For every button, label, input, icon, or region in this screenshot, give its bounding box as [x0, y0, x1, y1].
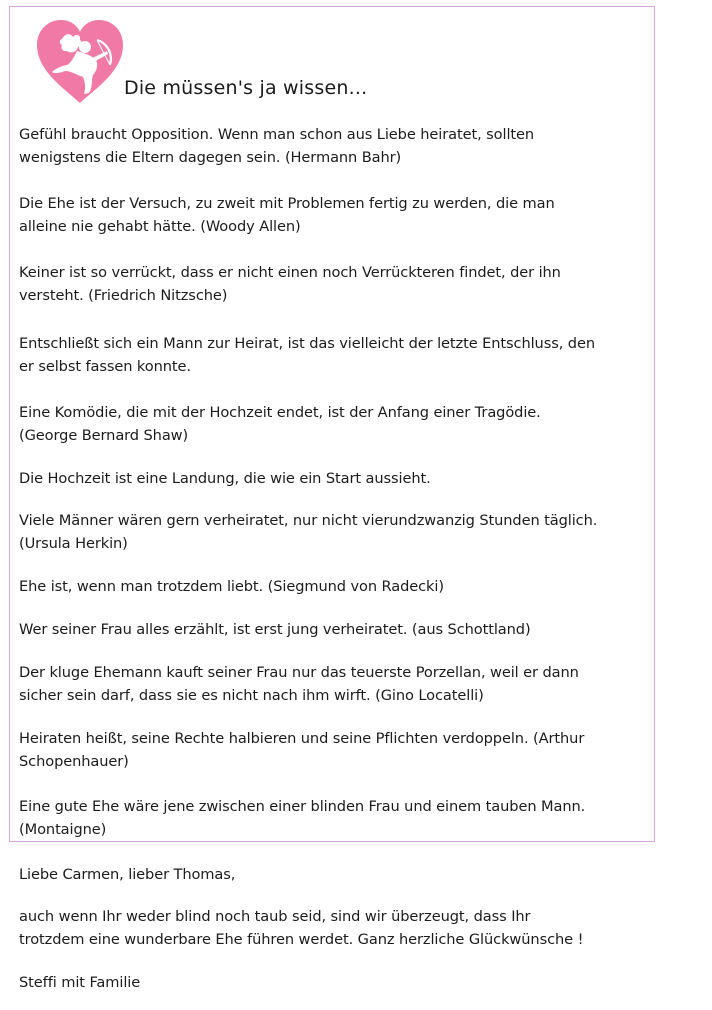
- salutation-text: Liebe Carmen, lieber Thomas,: [19, 866, 236, 883]
- quote-line: Keiner ist so verrückt, dass er nicht einen noch Verrückteren findet, der ihn: [19, 264, 561, 281]
- quote-line: sicher sein darf, dass sie es nicht nach ihm wirft. (Gino Locatelli): [19, 686, 484, 704]
- quote-line: Gefühl braucht Opposition. Wenn man schon aus Liebe heiratet, sollten: [19, 126, 535, 143]
- page-title: Die müssen's ja wissen...: [124, 77, 368, 99]
- quote-line: Die Hochzeit ist eine Landung, die wie ein Start aussieht.: [19, 470, 431, 487]
- quote-line: (Montaigne): [19, 820, 107, 838]
- quote-12: [19, 796, 585, 841]
- quote-7: [19, 510, 597, 555]
- quote-line: (Ursula Herkin): [19, 534, 128, 552]
- quote-line: versteht. (Friedrich Nitzsche): [19, 286, 228, 304]
- letter-line: trotzdem eine wunderbare Ehe führen werdet. Ganz herzliche Glückwünsche !: [19, 930, 584, 948]
- quote-line: Wer seiner Frau alles erzählt, ist erst jung verheiratet. (aus Schottland): [19, 621, 531, 638]
- quote-line: wenigstens die Eltern dagegen sein. (Hermann Bahr): [19, 148, 402, 166]
- letter-line: auch wenn Ihr weder blind noch taub seid, sind wir überzeugt, dass Ihr: [19, 908, 531, 925]
- quote-line: Die Ehe ist der Versuch, zu zweit mit Problemen fertig zu werden, die man: [19, 195, 555, 212]
- quote-line: Heiraten heißt, seine Rechte halbieren und seine Pflichten verdoppeln. (Arthur: [19, 730, 585, 747]
- quote-line: alleine nie gehabt hätte. (Woody Allen): [19, 217, 301, 235]
- quote-line: Eine Komödie, die mit der Hochzeit endet, ist der Anfang einer Tragödie.: [19, 404, 541, 421]
- quote-line: er selbst fassen konnte.: [19, 357, 191, 375]
- quote-4: [19, 333, 595, 378]
- letter-body: [19, 906, 583, 951]
- quote-2: [19, 193, 555, 238]
- quote-11: [19, 728, 584, 773]
- quote-line: Entschließt sich ein Mann zur Heirat, ist das vielleicht der letzte Entschluss, den: [19, 335, 595, 352]
- quote-line: Ehe ist, wenn man trotzdem liebt. (Siegmund von Radecki): [19, 578, 444, 595]
- quote-9: [19, 619, 531, 642]
- quote-line: Viele Männer wären gern verheiratet, nur nicht vierundzwanzig Stunden täglich.: [19, 512, 598, 529]
- cupid-heart-icon: [35, 19, 125, 105]
- signature-text: Steffi mit Familie: [19, 974, 141, 991]
- letter-salutation: [19, 864, 235, 887]
- quote-1: [19, 124, 534, 169]
- quote-6: [19, 468, 431, 491]
- quote-line: Schopenhauer): [19, 752, 129, 770]
- quote-line: Der kluge Ehemann kauft seiner Frau nur das teuerste Porzellan, weil er dann: [19, 664, 579, 681]
- quote-8: [19, 576, 444, 599]
- letter-signature: [19, 972, 140, 995]
- quote-5: [19, 402, 541, 447]
- quote-line: Eine gute Ehe wäre jene zwischen einer blinden Frau und einem tauben Mann.: [19, 798, 586, 815]
- quote-line: (George Bernard Shaw): [19, 426, 189, 444]
- quote-3: [19, 262, 561, 307]
- quote-10: [19, 662, 579, 707]
